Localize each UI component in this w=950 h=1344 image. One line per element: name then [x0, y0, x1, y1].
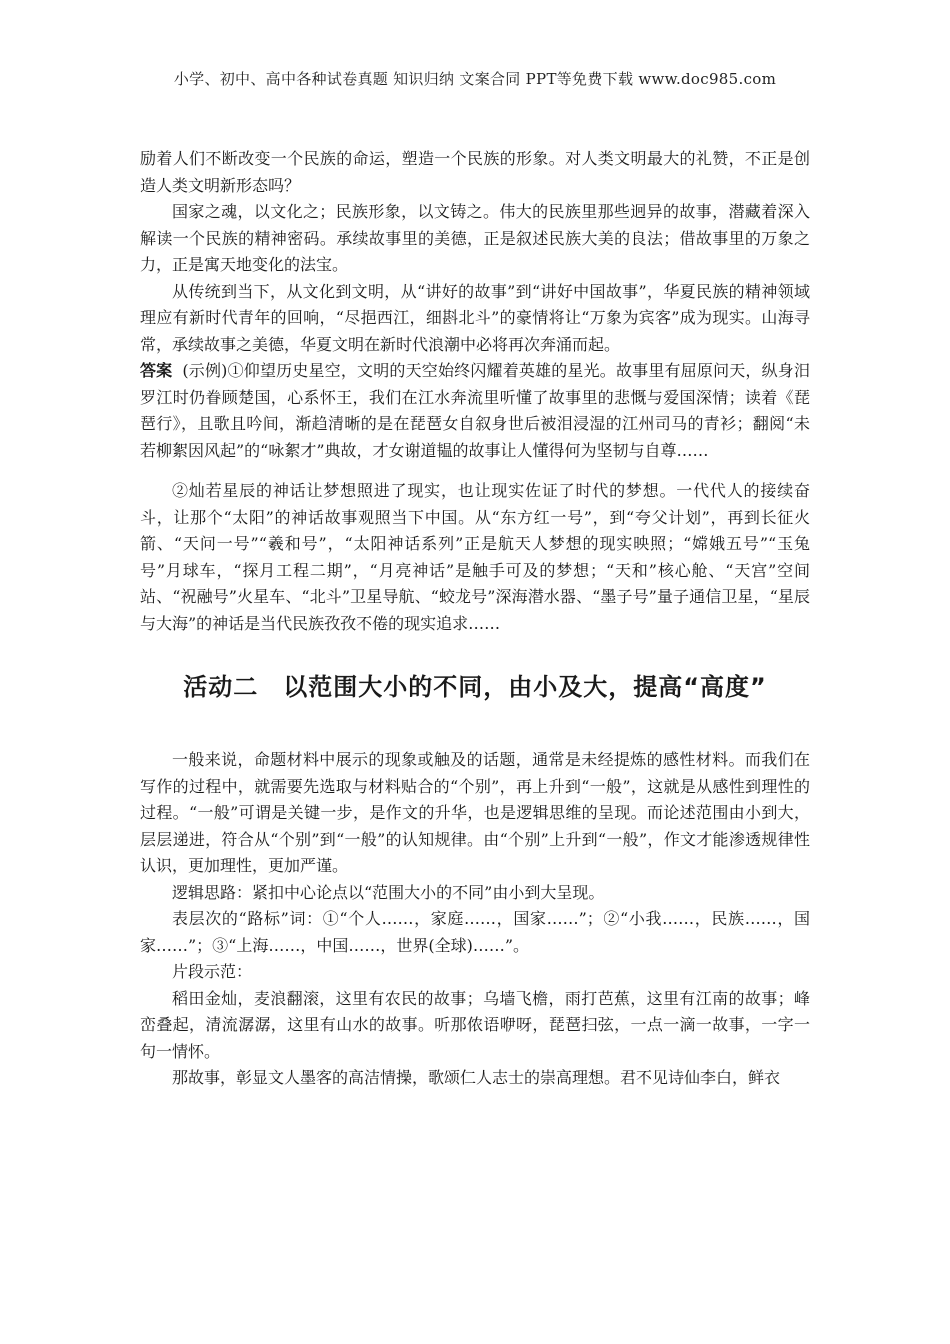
paragraph: 那故事，彰显文人墨客的高洁情操，歌颂仁人志士的崇高理想。君不见诗仙李白，鲜衣	[172, 1068, 781, 1087]
answer-paragraph-2: ②灿若星辰的神话让梦想照进了现实，也让现实佐证了时代的梦想。一代代人的接续奋斗，让那个“太阳”的神话故事观照当下中国。从“东方红一号”，到“夸父计划”，再到长征火箭、“天问一号”“羲和号”，“太阳神话系列”正是航天人梦想的现实映照；“嫦娥五号”“玉兔号”月球车，“探月工程二期”，“月亮神话”是触手可及的梦想；“天和”核心舱、“天宫”空间站、“祝融号”火星车、“北斗”卫星导航、“蛟龙号”深海潜水器、“墨子号”量子通信卫星，“星辰与大海”的神话是当代民族孜孜不倦的现实追求……	[140, 481, 810, 633]
paragraph: 表层次的“路标”词：①“个人……，家庭……，国家……”；②“小我……，民族……，国家……”；③“上海……，中国……，世界(全球)……”。	[140, 909, 810, 955]
paragraph: 片段示范：	[172, 962, 253, 981]
document-body	[140, 146, 810, 1092]
paragraph: 逻辑思路：紧扣中心论点以“范围大小的不同”由小到大呈现。	[172, 882, 605, 902]
section-heading: 活动二 以范围大小的不同，由小及大，提高“高度”	[183, 673, 767, 701]
answer-paragraph	[140, 358, 810, 464]
answer-label: 答案	[140, 361, 173, 380]
paragraph: 国家之魂，以文化之；民族形象，以文铸之。伟大的民族里那些迥异的故事，潜藏着深入解读一个民族的精神密码。承续故事里的美德，正是叙述民族大美的良法；借故事里的万象之力，正是寓天地变化的法宝。	[140, 202, 810, 274]
paragraph: 稻田金灿，麦浪翻滚，这里有农民的故事；乌墙飞檐，雨打芭蕉，这里有江南的故事；峰峦叠起，清流潺潺，这里有山水的故事。听那侬语咿呀，琵琶扫弦，一点一滴一故事，一字一句一情怀。	[140, 988, 810, 1061]
paragraph: 一般来说，命题材料中展示的现象或触及的话题，通常是未经提炼的感性材料。而我们在写作的过程中，就需要先选取与材料贴合的“个别”，再上升到“一般”，这就是从感性到理性的过程。“一般”可谓是关键一步，是作文的升华，也是逻辑思维的呈现。而论述范围由小到大，层层递进，符合从“个别”到“一般”的认知规律。由“个别”上升到“一般”，作文才能渗透规律性认识，更加理性，更加严谨。	[140, 750, 810, 875]
paragraph-continuation: 励着人们不断改变一个民族的命运，塑造一个民族的形象。对人类文明最大的礼赞，不正是创造人类文明新形态吗？	[140, 149, 810, 195]
answer-text: (示例)①仰望历史星空，文明的天空始终闪耀着英雄的星光。故事里有屈原问天，纵身汨罗江时仍眷顾楚国，心系怀王，我们在江水奔流里听懂了故事里的悲慨与爱国深情；读着《琵琶行》，且歌且吟间，渐趋清晰的是在琵琶女自叙身世后被泪浸湿的江州司马的青衫；翻阅“未若柳絮因风起”的“咏絮才”典故，才女谢道韫的故事让人懂得何为坚韧与自尊……	[140, 361, 810, 460]
paragraph: 从传统到当下，从文化到文明，从“讲好的故事”到“讲好中国故事”，华夏民族的精神领域理应有新时代青年的回响，“尽挹西江，细斟北斗”的豪情将让“万象为宾客”成为现实。山海寻常，承续故事之美德，华夏文明在新时代浪潮中必将再次奔涌而起。	[140, 281, 810, 354]
page-header: 小学、初中、高中各种试卷真题 知识归纳 文案合同 PPT等免费下载 www.doc985.com	[173, 70, 777, 88]
